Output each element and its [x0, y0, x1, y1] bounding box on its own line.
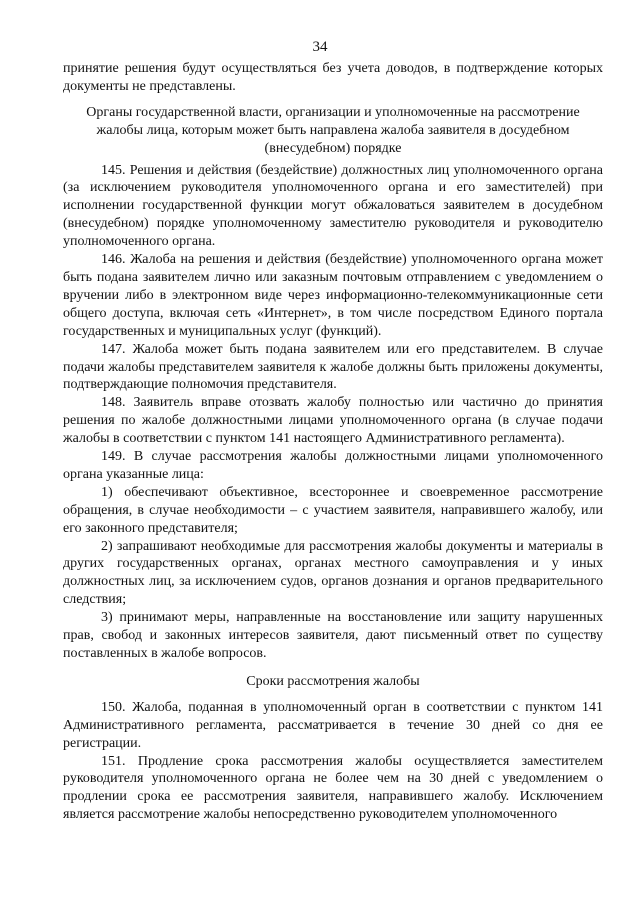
list-item-2: 2) запрашивают необходимые для рассмотрения жалобы документы и материалы в других государственных органах, органах местного самоуправления и у иных должностных лиц, за исключением судов, органов дознания и органов предварительного следствия;: [63, 538, 603, 608]
paragraph-149: 149. В случае рассмотрения жалобы должностными лицами уполномоченного органа указанные лица:: [63, 449, 603, 482]
paragraph-145: 145. Решения и действия (бездействие) должностных лиц уполномоченного органа (за исключением руководителя уполномоченного органа и его заместителей) при исполнении государственной функции могут обжаловаться заявителем в досудебном (внесудебном) порядке уполномоченному заместителю руководителя и руководителю уполномоченного органа.: [63, 162, 603, 250]
paragraph-148: 148. Заявитель вправе отозвать жалобу полностью или частично до принятия решения по жалобе должностными лицами уполномоченного органа (в случае подачи жалобы в соответствии с пунктом 141 настоящего Административного регламента).: [63, 395, 603, 447]
paragraph-147: 147. Жалоба может быть подана заявителем или его представителем. В случае подачи жалобы представителем заявителя к жалобе должны быть приложены документы, подтверждающие полномочия представителя.: [63, 341, 603, 393]
paragraph-150: 150. Жалоба, поданная в уполномоченный орган в соответствии с пунктом 141 Административного регламента, рассматривается в течение 30 дней со дня ее регистрации.: [63, 699, 603, 751]
paragraph-151: 151. Продление срока рассмотрения жалобы осуществляется заместителем руководителя уполномоченного органа не более чем на 30 дней с уведомлением о продлении срока ее рассмотрения заявителя, направившего жалобу. Исключением является рассмотрение жалобы непосредственно руководителем уполномоченного: [63, 753, 603, 823]
paragraph-146: 146. Жалоба на решения и действия (бездействие) уполномоченного органа может быть подана заявителем лично или заказным почтовым отправлением с уведомлением о вручении либо в электронном виде через информационно-телекоммуникационные сети общего доступа, включая сеть «Интернет», в том числе посредством Единого портала государственных и муниципальных услуг (функций).: [63, 252, 603, 339]
document-body: [63, 60, 603, 824]
list-item-3: 3) принимают меры, направленные на восстановление или защиту нарушенных прав, свобод и законных интересов заявителя, дают письменный ответ по существу поставленных в жалобе вопросов.: [63, 610, 603, 661]
section-heading-review-deadlines: Сроки рассмотрения жалобы: [246, 673, 420, 689]
page-number: 34: [312, 39, 328, 55]
paragraph-continuation: принятие решения будут осуществляться без учета доводов, в подтверждение которых документы не представлены.: [63, 61, 603, 94]
list-item-1: 1) обеспечивают объективное, всестороннее и своевременное рассмотрение обращения, в случае необходимости – с участием заявителя, направившего жалобу, или его законного представителя;: [63, 484, 603, 536]
section-heading-complaint-recipients: Органы государственной власти, организации и уполномоченные на рассмотрение жалобы лица, которым может быть направлена жалоба заявителя в досудебном (внесудебном) порядке: [86, 104, 580, 156]
